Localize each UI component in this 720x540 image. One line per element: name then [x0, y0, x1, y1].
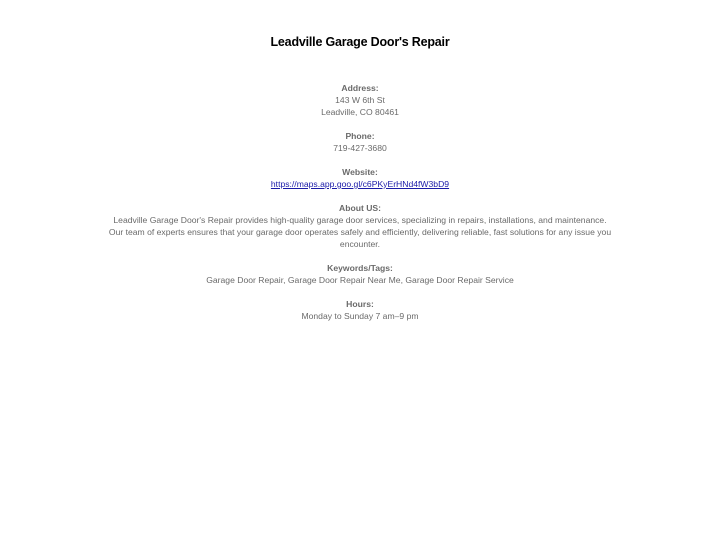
- address-line-1: 143 W 6th St: [335, 95, 385, 105]
- keywords-section: [108, 262, 612, 286]
- about-label: About US:: [338, 203, 381, 213]
- website-link[interactable]: https://maps.app.goo.gl/c6PKyErHNd4fW3bD9: [270, 179, 450, 189]
- phone-value: 719-427-3680: [333, 143, 387, 153]
- hours-section: [108, 298, 612, 322]
- address-section: [108, 82, 612, 118]
- website-label: Website:: [342, 167, 378, 177]
- address-line-2: Leadville, CO 80461: [321, 107, 399, 117]
- page-title: Leadville Garage Door's Repair: [270, 35, 450, 49]
- phone-section: [108, 130, 612, 154]
- about-text: Leadville Garage Door's Repair provides high-quality garage door services, specializing in repairs, installations, and maintenance. Our team of experts ensures that your garage door operates safely and efficiently, delivering reliable, fast solutions for any issue you encounter.: [108, 215, 612, 249]
- business-info: [108, 82, 612, 334]
- about-section: [108, 202, 612, 250]
- phone-label: Phone:: [345, 131, 375, 141]
- website-section: [108, 166, 612, 190]
- address-label: Address:: [341, 83, 379, 93]
- hours-value: Monday to Sunday 7 am–9 pm: [301, 311, 419, 321]
- keywords-value: Garage Door Repair, Garage Door Repair Near Me, Garage Door Repair Service: [206, 275, 514, 285]
- keywords-label: Keywords/Tags:: [327, 263, 393, 273]
- hours-label: Hours:: [346, 299, 374, 309]
